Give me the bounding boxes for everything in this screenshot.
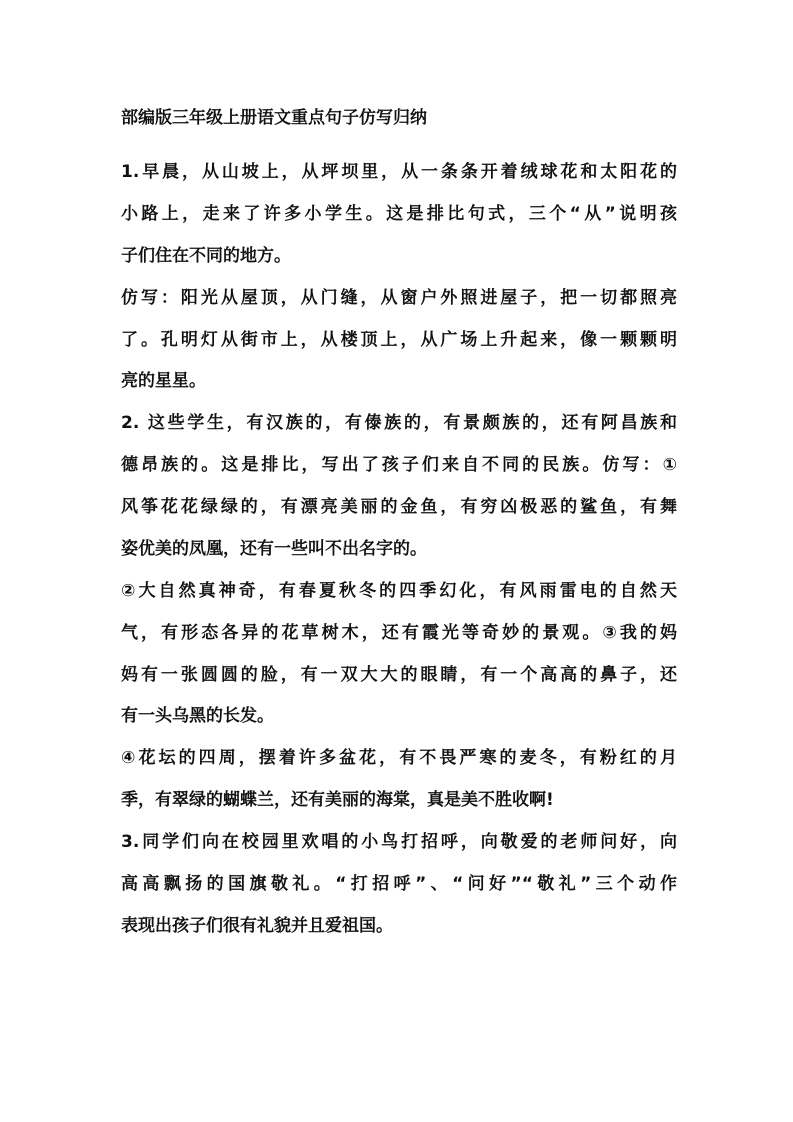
text-line: 姿优美的凤凰，还有一些叫不出名字的。: [121, 539, 427, 559]
document-title: 部编版三年级上册语文重点句子仿写归纳: [121, 108, 427, 128]
text-line: 1.早晨，从山坡上，从坪坝里，从一条条开着绒球花和太阳花的: [121, 162, 677, 182]
text-line: 妈有一张圆圆的脸，有一双大大的眼睛，有一个高高的鼻子，还: [121, 665, 677, 685]
text-line: 有一头乌黑的长发。: [121, 706, 274, 726]
text-line: 了。孔明灯从街市上，从楼顶上，从广场上升起来，像一颗颗明: [121, 330, 677, 350]
text-line: 3.同学们向在校园里欢唱的小鸟打招呼，向敬爱的老师问好，向: [121, 832, 677, 852]
text-line: 子们住在不同的地方。: [121, 246, 291, 266]
text-line: 高高飘扬的国旗敬礼。“打招呼”、“问好”“敬礼”三个动作: [121, 874, 677, 894]
text-line: 仿写：阳光从屋顶，从门缝，从窗户外照进屋子，把一切都照亮: [121, 288, 677, 308]
text-line: 亮的星星。: [121, 371, 206, 391]
text-line: 德昂族的。这是排比，写出了孩子们来自不同的民族。仿写：①: [121, 455, 677, 475]
text-line: ②大自然真神奇，有春夏秋冬的四季幻化，有风雨雷电的自然天: [121, 581, 677, 601]
text-line: 风筝花花绿绿的，有漂亮美丽的金鱼，有穷凶极恶的鲨鱼，有舞: [121, 497, 677, 517]
text-line: 2. 这些学生，有汉族的，有傣族的，有景颇族的，还有阿昌族和: [121, 413, 677, 433]
text-line: 表现出孩子们很有礼貌并且爱祖国。: [121, 916, 393, 936]
text-line: ④花坛的四周，摆着许多盆花，有不畏严寒的麦冬，有粉红的月: [121, 748, 677, 768]
text-line: 小路上，走来了许多小学生。这是排比句式，三个“从”说明孩: [121, 204, 677, 224]
text-line: 气，有形态各异的花草树木，还有霞光等奇妙的景观。③我的妈: [121, 623, 677, 643]
text-line: 季，有翠绿的蝴蝶兰，还有美丽的海棠，真是美不胜收啊!: [121, 790, 554, 810]
